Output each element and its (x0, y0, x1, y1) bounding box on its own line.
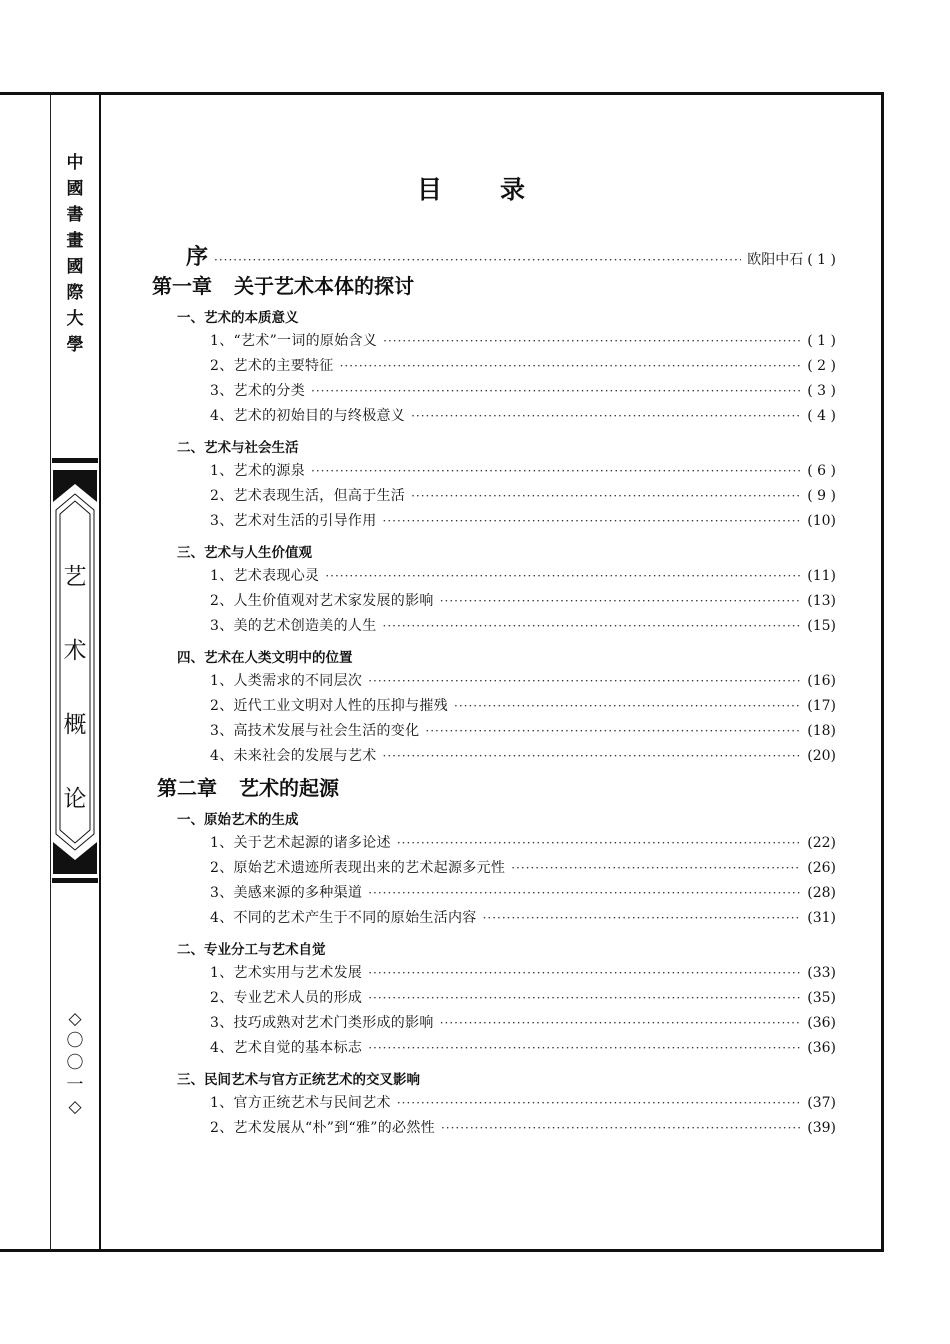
chapter-number: 第二章 (157, 776, 217, 800)
toc-item-page: (20) (807, 748, 836, 764)
toc-item-label: 2、艺术发展从“朴”到“雅”的必然性 (210, 1120, 435, 1136)
spine-char: 中 (66, 153, 84, 173)
toc-item[interactable] (210, 907, 836, 927)
toc-item-label: 3、技巧成熟对艺术门类形成的影响 (210, 1015, 434, 1031)
toc-item[interactable] (210, 330, 836, 350)
leader-dots (368, 991, 801, 1005)
leader-dots (383, 619, 802, 633)
leader-dots (511, 861, 801, 875)
toc-item[interactable] (210, 485, 836, 505)
page-digit: 〇 (66, 1053, 84, 1073)
leader-dots (440, 594, 802, 608)
spine-char: 學 (66, 335, 84, 355)
page-digit: 一 (66, 1075, 84, 1095)
preface-label: 序 (186, 244, 209, 270)
section-heading[interactable]: 四、艺术在人类文明中的位置 (177, 650, 353, 666)
toc-item-page: (36) (807, 1015, 836, 1031)
spine-char: 國 (66, 179, 84, 199)
leader-dots (397, 836, 801, 850)
chapter-heading[interactable] (152, 270, 414, 299)
spine-title-char: 论 (63, 786, 87, 812)
toc-item-page: (17) (807, 698, 836, 714)
toc-item-label: 4、艺术的初始目的与终极意义 (210, 408, 406, 424)
toc-item-label: 1、“艺术”一词的原始含义 (210, 333, 378, 349)
toc-item-label: 3、美的艺术创造美的人生 (210, 618, 377, 634)
toc-item[interactable] (210, 1037, 836, 1057)
toc-item[interactable] (210, 590, 836, 610)
toc-item-page: (13) (807, 593, 836, 609)
toc-item[interactable] (210, 695, 836, 715)
leader-dots (454, 699, 801, 713)
toc-item-label: 3、美感来源的多种渠道 (210, 885, 363, 901)
chapter-title: 艺术的起源 (239, 776, 339, 800)
section-heading[interactable]: 一、原始艺术的生成 (177, 812, 299, 828)
preface-page: ( 1 ) (807, 252, 836, 268)
toc-item-page: (28) (807, 885, 836, 901)
toc-item-label: 3、高技术发展与社会生活的变化 (210, 723, 420, 739)
toc-item-page: (36) (807, 1040, 836, 1056)
toc-item-label: 1、官方正统艺术与民间艺术 (210, 1095, 391, 1111)
toc-item-label: 1、人类需求的不同层次 (210, 673, 363, 689)
spine-char: 書 (66, 205, 84, 225)
section-heading[interactable]: 三、艺术与人生价值观 (177, 545, 312, 561)
toc-item-page: ( 1 ) (807, 333, 836, 349)
leader-dots (368, 1041, 801, 1055)
page-digit: 〇 (66, 1031, 84, 1051)
toc-item-label: 1、艺术表现心灵 (210, 568, 320, 584)
page-title: 目录 (416, 175, 583, 204)
toc-item-page: (22) (807, 835, 836, 851)
leader-dots (383, 334, 801, 348)
spine-title-char: 术 (63, 638, 87, 664)
leader-dots (383, 749, 802, 763)
toc-item-page: (26) (807, 860, 836, 876)
spine-title-char: 概 (63, 712, 87, 738)
toc-item-label: 1、关于艺术起源的诸多论述 (210, 835, 391, 851)
spine-char: 畫 (66, 231, 84, 251)
toc-item-page: (10) (807, 513, 836, 529)
toc-item-label: 2、艺术的主要特征 (210, 358, 334, 374)
toc-item[interactable] (210, 615, 836, 635)
toc-item-label: 3、艺术对生活的引导作用 (210, 513, 377, 529)
toc-item[interactable] (210, 1092, 836, 1112)
toc-item-page: (37) (807, 1095, 836, 1111)
toc-item-label: 4、未来社会的发展与艺术 (210, 748, 377, 764)
toc-item[interactable] (210, 510, 836, 530)
toc-item-page: ( 2 ) (807, 358, 836, 374)
leader-dots (325, 569, 801, 583)
toc-item[interactable] (210, 745, 836, 765)
toc-item[interactable] (210, 565, 836, 585)
toc-item-label: 3、艺术的分类 (210, 383, 306, 399)
preface-author: 欧阳中石 (747, 252, 804, 268)
toc-item[interactable] (210, 832, 836, 852)
toc-item-label: 4、不同的艺术产生于不同的原始生活内容 (210, 910, 477, 926)
toc-item-page: (33) (807, 965, 836, 981)
toc-item-label: 4、艺术自觉的基本标志 (210, 1040, 363, 1056)
toc-item-page: ( 9 ) (807, 488, 836, 504)
toc-item-page: ( 4 ) (807, 408, 836, 424)
toc-item-label: 1、艺术的源泉 (210, 463, 306, 479)
toc-item-label: 2、艺术表现生活，但高于生活 (210, 488, 406, 504)
toc-item-page: (35) (807, 990, 836, 1006)
spine-char: 國 (66, 257, 84, 277)
leader-dots (368, 966, 801, 980)
toc-item[interactable] (210, 987, 836, 1007)
toc-item-page: (11) (807, 568, 836, 584)
spine-title-char: 艺 (63, 564, 87, 590)
toc-item[interactable] (210, 720, 836, 740)
toc-item[interactable] (210, 670, 836, 690)
spine-char: 大 (66, 309, 84, 329)
toc-item[interactable] (210, 460, 836, 480)
toc-item-page: (18) (807, 723, 836, 739)
leader-dots (311, 464, 801, 478)
toc-item[interactable] (210, 882, 836, 902)
leader-dots (368, 674, 801, 688)
diamond-icon: ◇ (68, 1009, 82, 1029)
toc-item-label: 1、艺术实用与艺术发展 (210, 965, 363, 981)
leader-dots (311, 384, 801, 398)
toc-item[interactable] (210, 962, 836, 982)
toc-item-page: (39) (807, 1120, 836, 1136)
leader-dots (383, 514, 802, 528)
leader-dots (440, 1016, 802, 1030)
chapter-title: 关于艺术本体的探讨 (234, 274, 414, 298)
spine-char: 際 (66, 283, 84, 303)
leader-dots (441, 1121, 801, 1135)
toc-item-page: (15) (807, 618, 836, 634)
leader-dots (368, 886, 801, 900)
toc-item-label: 2、人生价值观对艺术家发展的影响 (210, 593, 434, 609)
leader-dots (483, 911, 802, 925)
toc-item-page: (31) (807, 910, 836, 926)
leader-dots (425, 724, 801, 738)
diamond-icon: ◇ (68, 1097, 82, 1117)
section-heading[interactable]: 二、艺术与社会生活 (177, 440, 299, 456)
leader-dots (411, 409, 801, 423)
leader-dots (397, 1096, 801, 1110)
toc-item[interactable] (210, 1012, 836, 1032)
toc-item[interactable] (210, 1117, 836, 1137)
toc-item[interactable] (210, 355, 836, 375)
toc-item-page: ( 3 ) (807, 383, 836, 399)
toc-item-page: (16) (807, 673, 836, 689)
toc-item-label: 2、近代工业文明对人性的压抑与摧残 (210, 698, 449, 714)
section-heading[interactable]: 二、专业分工与艺术自觉 (177, 942, 326, 958)
toc-item[interactable] (210, 405, 836, 425)
toc-item-label: 2、专业艺术人员的形成 (210, 990, 363, 1006)
chapter-heading[interactable] (157, 772, 339, 801)
chapter-number: 第一章 (152, 274, 212, 298)
toc-item-label: 2、原始艺术遗迹所表现出来的艺术起源多元性 (210, 860, 506, 876)
section-heading[interactable]: 三、民间艺术与官方正统艺术的交叉影响 (177, 1072, 420, 1088)
leader-dots (411, 489, 801, 503)
section-heading[interactable]: 一、艺术的本质意义 (177, 310, 299, 326)
toc-item-page: ( 6 ) (807, 463, 836, 479)
leader-dots (340, 359, 802, 373)
toc-item[interactable] (210, 857, 836, 877)
toc-item[interactable] (210, 380, 836, 400)
